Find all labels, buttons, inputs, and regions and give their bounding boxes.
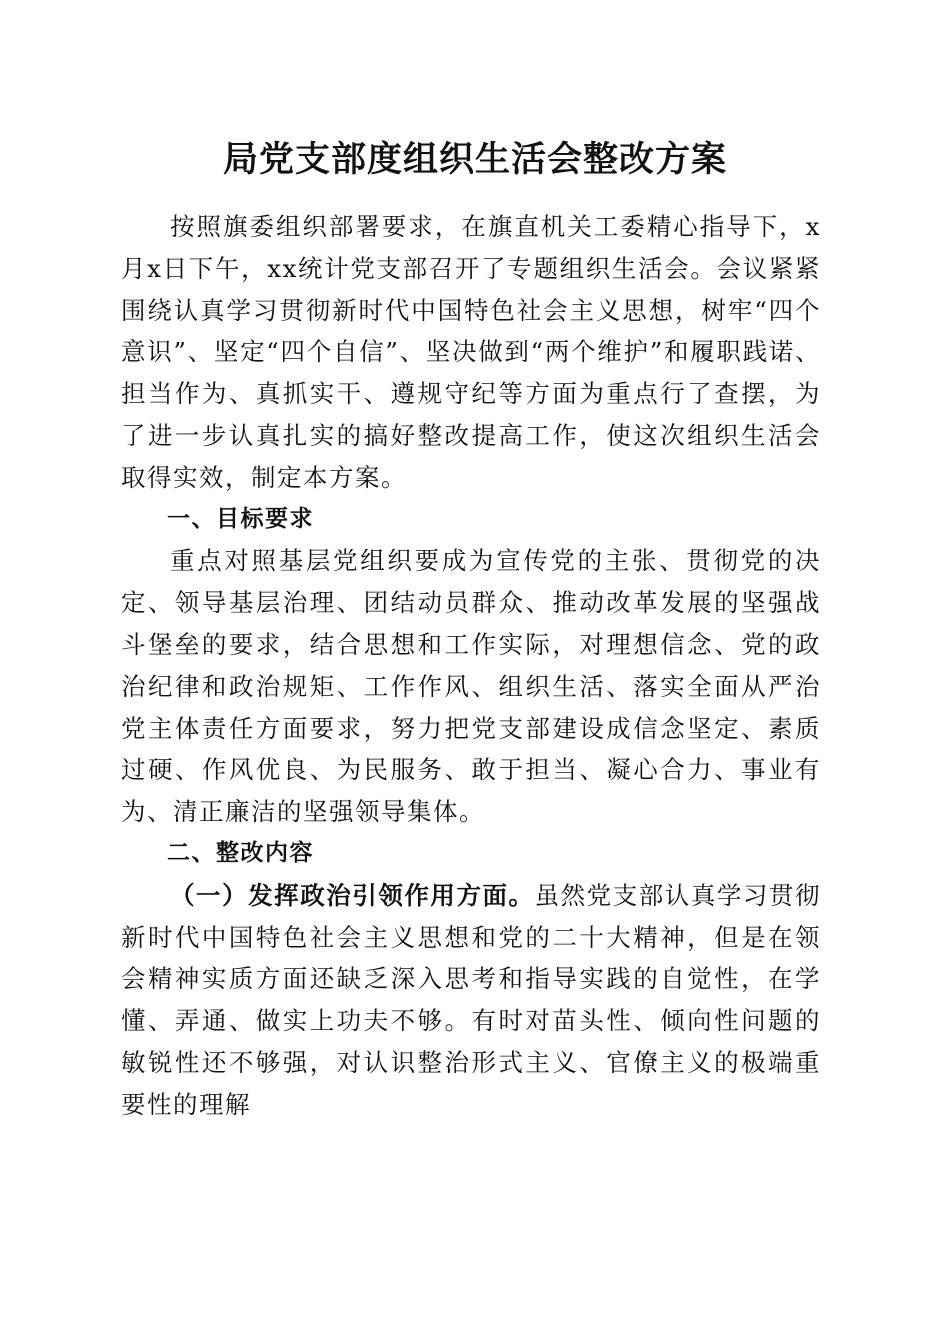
- document-body: [121, 206, 821, 1126]
- goals-paragraph: 重点对照基层党组织要成为宣传党的主张、贯彻党的决定、领导基层治理、团结动员群众、推动改革发展的坚强战斗堡垒的要求，结合思想和工作实际，对理想信念、党的政治纪律和政治规矩、工作作风、组织生活、落实全面从严治党主体责任方面要求，努力把党支部建设成信念坚定、素质过硬、作风优良、为民服务、敢于担当、凝心合力、事业有为、清正廉洁的坚强领导集体。: [121, 546, 821, 827]
- item-text: 虽然党支部认真学习贯彻新时代中国特色社会主义思想和党的二十大精神，但是在领会精神实质方面还缺乏深入思考和指导实践的自觉性，在学懂、弄通、做实上功夫不够。有时对苗头性、倾向性问题的敏锐性还不够强，对认识整治形式主义、官僚主义的极端重要性的理解: [121, 880, 822, 1119]
- section-heading-rectification: 二、整改内容: [167, 839, 314, 866]
- document-title: 局党支部度组织生活会整改方案: [222, 139, 727, 180]
- rectification-item-paragraph: [121, 875, 821, 1126]
- item-lead: （一）发挥政治引领作用方面。: [170, 880, 535, 910]
- section-heading-goals: 一、目标要求: [167, 505, 314, 532]
- intro-paragraph: 按照旗委组织部署要求，在旗直机关工委精心指导下，x月x日下午，xx统计党支部召开了专题组织生活会。会议紧紧围绕认真学习贯彻新时代中国特色社会主义思想，树牢“四个意识”、坚定“四个自信”、坚决做到“两个维护”和履职践诺、担当作为、真抓实干、遵规守纪等方面为重点行了查摆，为了进一步认真扎实的搞好整改提高工作，使这次组织生活会取得实效，制定本方案。: [121, 212, 821, 492]
